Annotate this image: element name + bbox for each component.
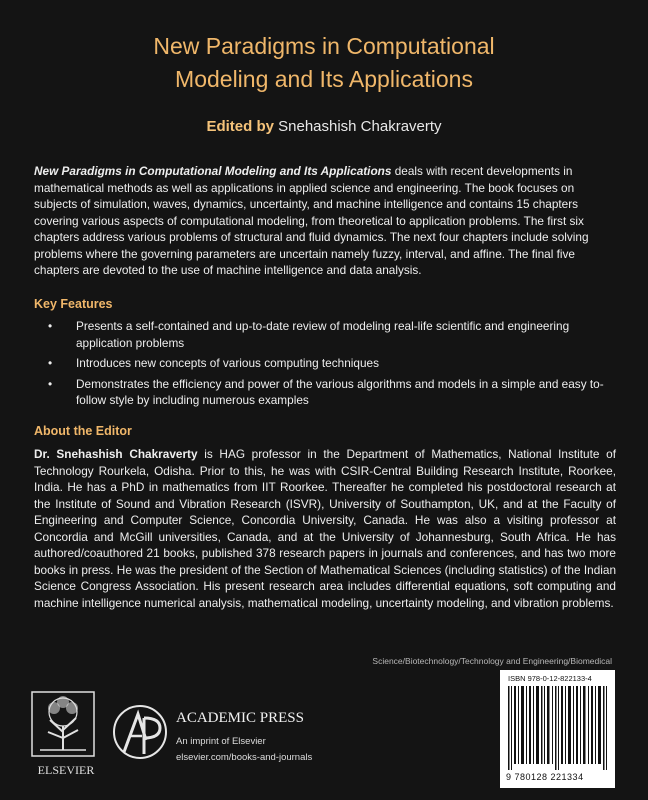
feature-text: Presents a self-contained and up-to-date review of modeling real-life scientific and engineering application problems <box>76 319 570 350</box>
barcode-bars-icon <box>508 686 608 770</box>
editor-line <box>0 118 648 135</box>
feature-item <box>34 355 614 372</box>
description-book-title: New Paradigms in Computational Modeling and Its Applications <box>34 164 392 178</box>
academic-press-ap-icon <box>110 700 330 770</box>
subject-category: Science/Biotechnology/Technology and Engineering/Biomedical <box>372 656 612 666</box>
elsevier-wordmark: ELSEVIER <box>37 763 95 777</box>
key-features-list <box>34 318 614 413</box>
about-editor-name: Dr. Snehashish Chakraverty <box>34 447 198 461</box>
feature-text: Introduces new concepts of various computing techniques <box>76 356 379 370</box>
title-line-1: New Paradigms in Computational <box>153 33 495 59</box>
book-description <box>34 163 616 279</box>
about-editor-body: is HAG professor in the Department of Mathematics, National Institute of Technology Rourkela, Odisha. Prior to this, he was with CSIR-Central Building Research Institute, Roorkee, India. He has a PhD in mathematics from IIT Roorkee. Thereafter he completed his postdoctoral research at the Institute of Sound and Vibration Research (ISVR), University of Southampton, UK, and at the Faculty of Engineering and Computer Science, Concordia University, Canada. He was also a visiting professor at Concordia and McGill universities, Canada, and at the University of Johannesburg, South Africa. He has authored/coauthored 21 books, published 378 research papers in journals and conferences, and has two more books in press. He was the president of the Section of Mathematical Sciences (including statistics) of the Indian Science Congress Association. His present research area includes differential equations, soft computing and machine intelligence numerical analysis, mathematical modeling, uncertainty modeling, and vibration problems. <box>34 447 616 610</box>
elsevier-tree-icon <box>26 688 106 782</box>
editor-name: Snehashish Chakraverty <box>278 118 442 135</box>
academic-press-logo <box>110 700 330 770</box>
bullet-icon: • <box>48 376 53 391</box>
feature-text: Demonstrates the efficiency and power of the various algorithms and models in a simple and easy to-follow style by including numerous examples <box>76 376 604 407</box>
edited-by-label: Edited by <box>206 118 274 135</box>
about-editor-heading: About the Editor <box>34 424 132 438</box>
bullet-icon: • <box>48 319 53 333</box>
barcode-digits: 9 780128 221334 <box>506 772 584 782</box>
description-text: deals with recent developments in mathematical methods as well as applications in applied science and engineering. The book focuses on subjects of simulation, waves, dynamics, uncertainty, and machine intelligence and contains 15 chapters covering various aspects of computational modeling, from theoretical to application problems. The first six chapters address various problems of structural and fluid dynamics. The next four chapters include solving problems where the governing parameters are uncertain namely fuzzy, interval, and affine. The final five chapters are devoted to the use of machine intelligence and data analysis. <box>34 164 589 277</box>
bullet-icon: • <box>48 356 53 370</box>
academic-press-wordmark: ACADEMIC PRESS <box>176 710 304 726</box>
imprint-text: An imprint of Elsevier <box>176 736 266 747</box>
about-editor-text <box>34 446 616 611</box>
publisher-url: elsevier.com/books-and-journals <box>176 752 313 763</box>
book-title <box>0 30 648 96</box>
feature-item <box>34 376 614 409</box>
isbn-barcode <box>500 670 615 788</box>
isbn-text: ISBN 978-0-12-822133-4 <box>508 674 592 683</box>
elsevier-logo <box>26 688 106 782</box>
feature-item <box>34 318 614 351</box>
title-line-2: Modeling and Its Applications <box>175 66 473 92</box>
key-features-heading: Key Features <box>34 297 113 311</box>
